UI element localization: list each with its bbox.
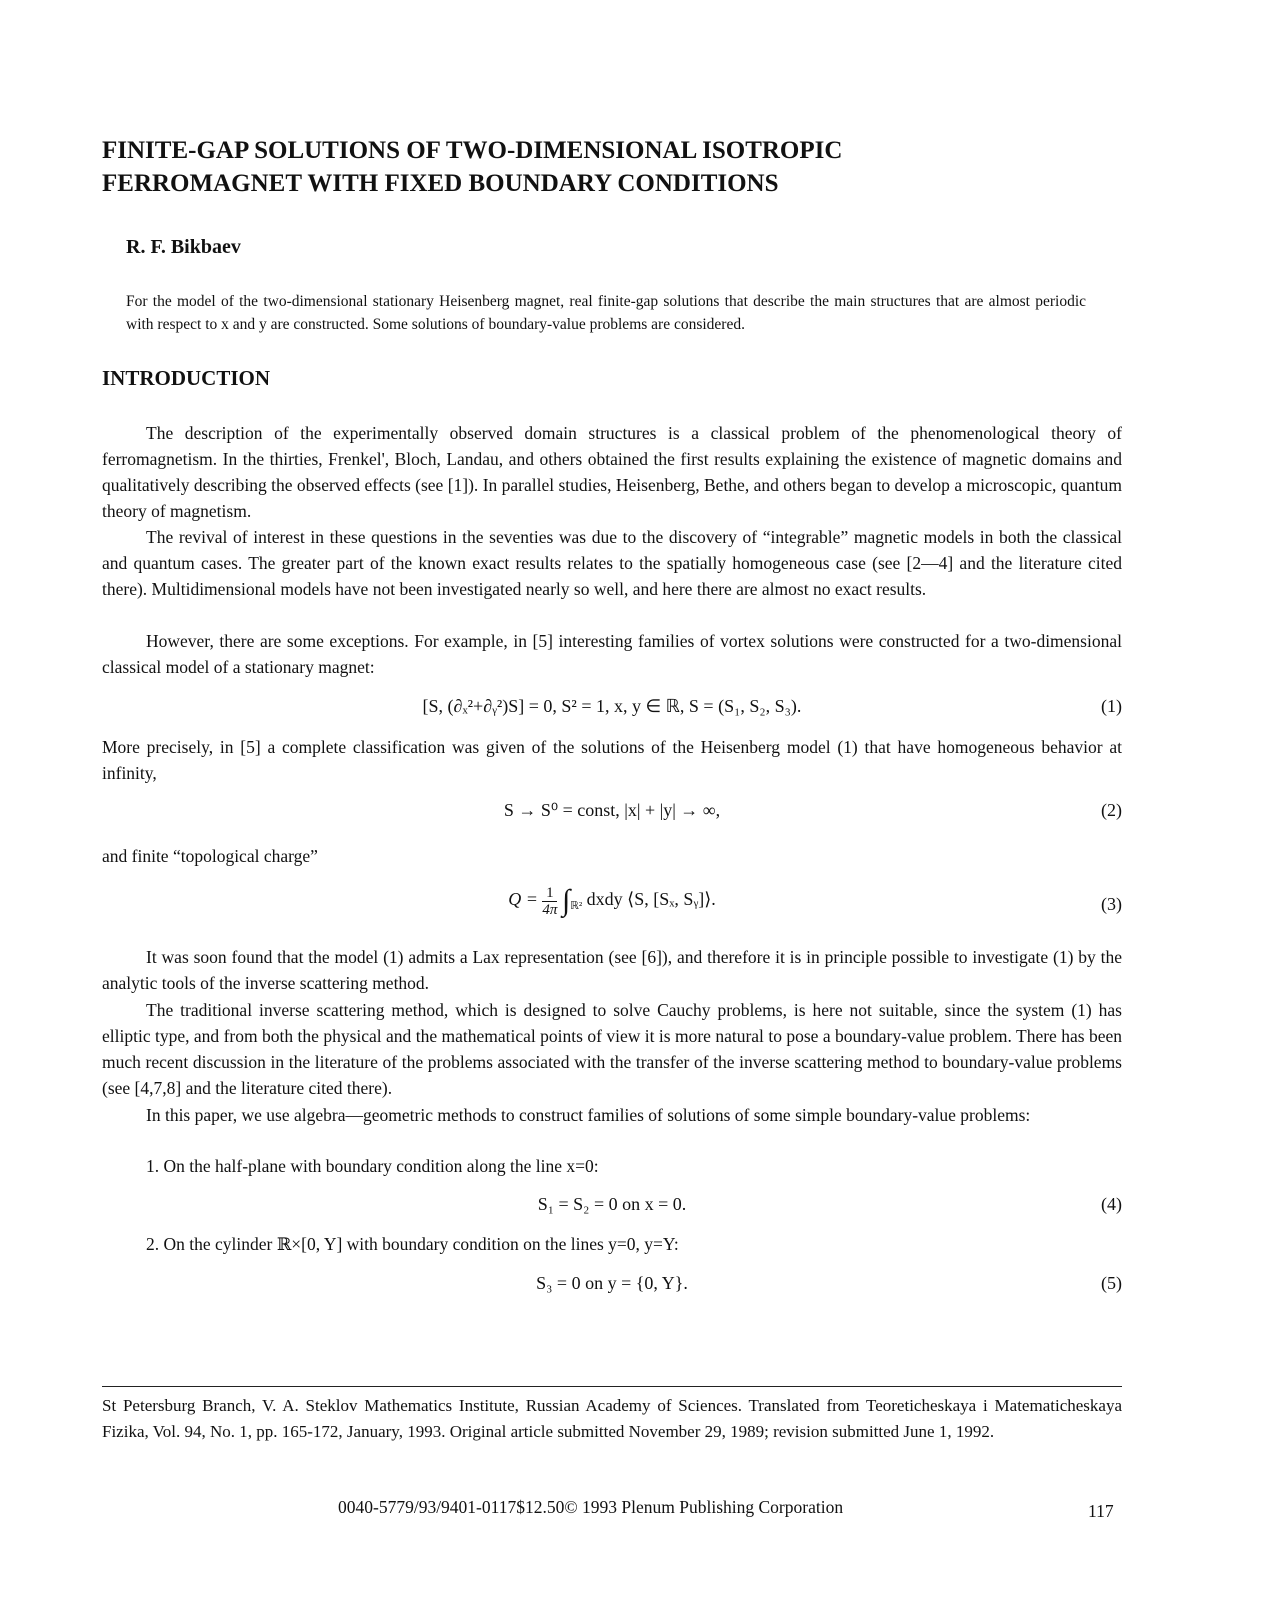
- paper-title: [102, 134, 1122, 200]
- footnote-divider: [102, 1386, 1122, 1387]
- footnote: St Petersburg Branch, V. A. Steklov Mathematics Institute, Russian Academy of Sciences. Translated from Teoreticheskaya i Matematicheskaya Fizika, Vol. 94, No. 1, pp. 165-172, January, 1993. Original article submitted November 29, 1989; revision submitted June 1, 1992.: [102, 1396, 1122, 1441]
- equation-3-fraction-numerator: 1: [542, 885, 557, 902]
- equation-5: [102, 1273, 1122, 1303]
- paragraph-2: The revival of interest in these questions in the seventies was due to the discovery of “integrable” magnetic models in both the classical and quantum cases. The greater part of the known exact results relates to the spatially homogeneous case (see [2—4] and the literature cited there). Multidimensional models have not been investigated nearly so well, and here there are almost no exact results.: [102, 527, 1122, 599]
- equation-3-fraction: [542, 885, 557, 918]
- list-item-2: 2. On the cylinder ℝ×[0, Y] with boundary condition on the lines y=0, y=Y:: [146, 1234, 679, 1254]
- paragraph-5: and finite “topological charge”: [102, 846, 318, 866]
- section-heading: INTRODUCTION: [102, 366, 271, 390]
- equation-1-number: (1): [1101, 696, 1122, 716]
- equation-3-rhs: dxdy ⟨S, [Sₓ, Sᵧ]⟩.: [586, 889, 716, 910]
- equation-3-lhs: Q =: [508, 889, 538, 910]
- abstract: For the model of the two-dimensional stationary Heisenberg magnet, real finite-gap solutions that describe the main structures that are almost periodic with respect to x and y are constructed. Some solutions of boundary-value problems are considered.: [126, 293, 1086, 333]
- equation-5-body: S₃ = 0 on y = {0, Y}.: [536, 1273, 688, 1293]
- equation-3-number: (3): [1101, 894, 1122, 914]
- paragraph-6: It was soon found that the model (1) admits a Lax representation (see [6]), and therefore it is in principle possible to investigate (1) by the analytic tools of the inverse scattering method.: [102, 947, 1122, 993]
- paragraph-1: The description of the experimentally observed domain structures is a classical problem of the phenomenological theory of ferromagnetism. In the thirties, Frenkel', Bloch, Landau, and others obtained the first results explaining the existence of magnetic domains and qualitatively describing the observed effects (see [1]). In parallel studies, Heisenberg, Bethe, and others began to develop a microscopic, quantum theory of magnetism.: [102, 423, 1122, 521]
- title-line-1: FINITE-GAP SOLUTIONS OF TWO-DIMENSIONAL ISOTROPIC: [102, 137, 843, 164]
- equation-2-body: S → S⁰ = const, |x| + |y| → ∞,: [503, 800, 721, 820]
- paragraph-7: The traditional inverse scattering method, which is designed to solve Cauchy problems, is here not suitable, since the system (1) has elliptic type, and from both the physical and the mathematical points of view it is more natural to pose a boundary-value problem. There has been much recent discussion in the literature of the problems associated with the transfer of the inverse scattering method to boundary-value problems (see [4,7,8] and the literature cited there).: [102, 1000, 1122, 1098]
- equation-1: [102, 696, 1122, 726]
- equation-4: [102, 1194, 1122, 1224]
- title-line-2: FERROMAGNET WITH FIXED BOUNDARY CONDITIONS: [102, 170, 779, 197]
- equation-3: [102, 880, 1122, 930]
- author: R. F. Bikbaev: [126, 236, 241, 258]
- equation-4-body: S₁ = S₂ = 0 on x = 0.: [537, 1194, 687, 1214]
- equation-2: [102, 800, 1122, 830]
- paragraph-3: However, there are some exceptions. For example, in [5] interesting families of vortex solutions were constructed for a two-dimensional classical model of a stationary magnet:: [102, 631, 1122, 677]
- paragraph-8: In this paper, we use algebra—geometric methods to construct families of solutions of some simple boundary-value problems:: [146, 1105, 1031, 1125]
- equation-5-number: (5): [1101, 1273, 1122, 1293]
- equation-3-fraction-denominator: 4π: [542, 901, 558, 918]
- equation-1-body: [S, (∂ₓ²+∂ᵧ²)S] = 0, S² = 1, x, y ∈ ℝ, S = (S₁, S₂, S₃).: [422, 696, 802, 716]
- equation-4-number: (4): [1101, 1194, 1122, 1214]
- paragraph-4: More precisely, in [5] a complete classification was given of the solutions of the Heisenberg model (1) that have homogeneous behavior at infinity,: [102, 737, 1122, 783]
- equation-3-body: [102, 884, 1122, 918]
- equation-2-number: (2): [1101, 800, 1122, 820]
- page-number: 117: [1088, 1501, 1114, 1521]
- integral-sign: ∫: [561, 884, 571, 917]
- publisher-footer: 0040-5779/93/9401-0117$12.50© 1993 Plenum Publishing Corporation: [338, 1497, 844, 1517]
- integral-domain: ℝ²: [570, 900, 583, 913]
- list-item-1: 1. On the half-plane with boundary condition along the line x=0:: [146, 1156, 599, 1176]
